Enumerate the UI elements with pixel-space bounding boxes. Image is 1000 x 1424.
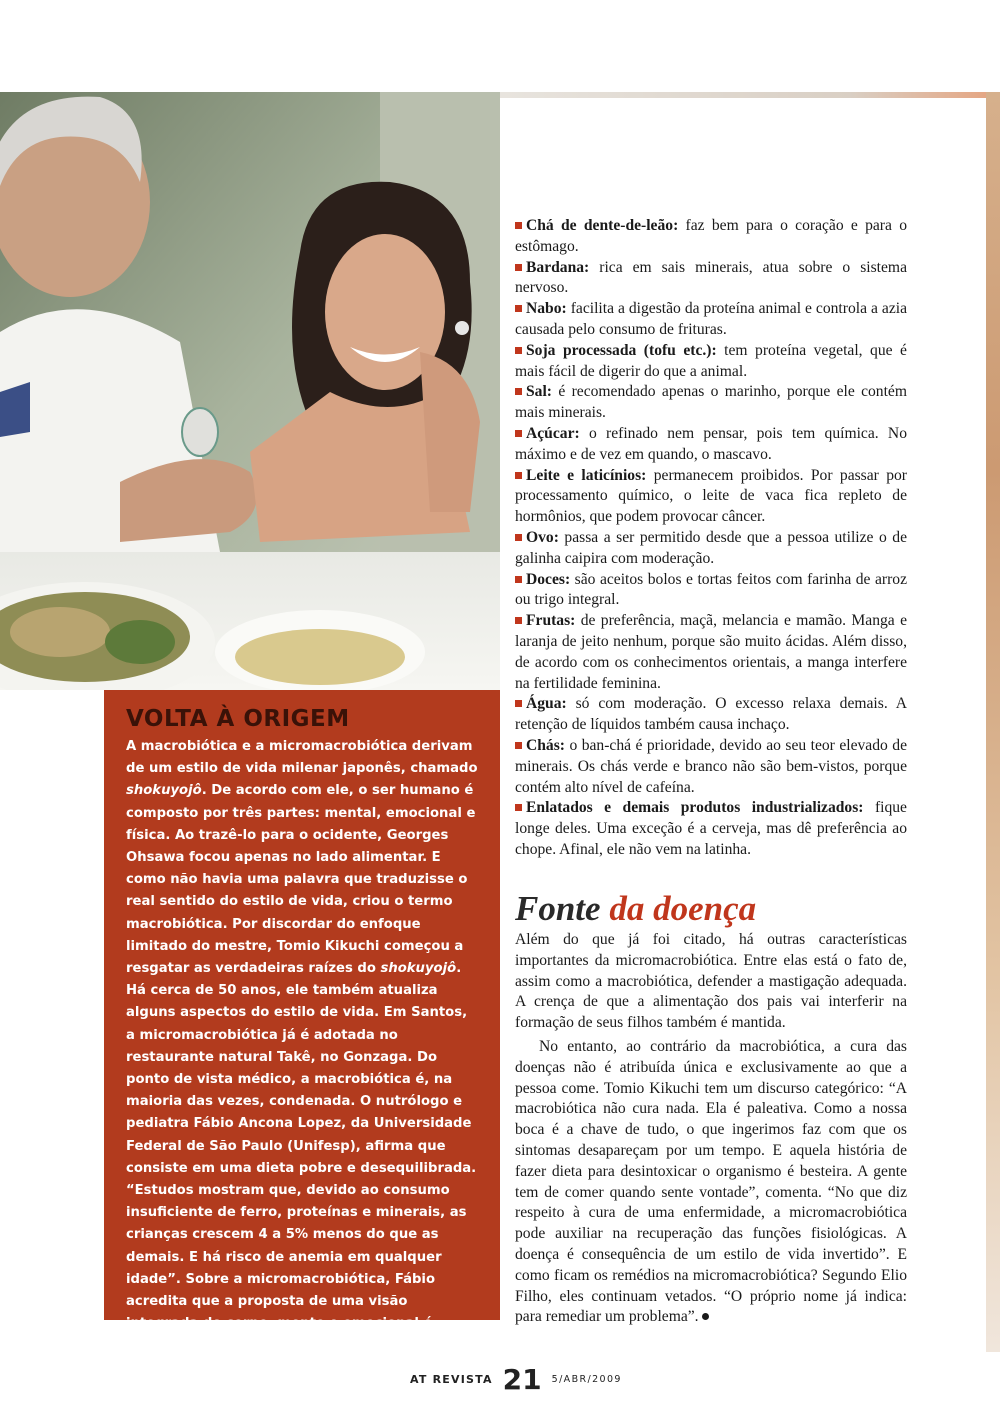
list-item [515, 382, 907, 424]
item-text: o refinado nem pensar, pois tem química. No máximo e de vez em quando, o mascavo. [515, 424, 907, 463]
list-item [515, 798, 907, 860]
article-body [515, 930, 907, 1328]
item-term: Soja processada (tofu etc.): [526, 341, 717, 359]
paragraph [515, 1037, 907, 1328]
list-item [515, 528, 907, 570]
item-term: Bardana: [526, 258, 590, 276]
bullet-icon [515, 264, 522, 271]
item-term: Ovo: [526, 528, 559, 546]
item-term: Açúcar: [526, 424, 580, 442]
list-item [515, 736, 907, 798]
heading-part-2: da doença [600, 889, 757, 928]
bullet-icon [515, 305, 522, 312]
paragraph-text: No entanto, ao contrário da macrobiótica, a cura das doenças não é atribuída única e exclusivamente ao que a pessoa come. Tomio Kikuchi tem um discurso categórico: “A macrobiótica não cura nada. Ela é paleativa. Como a nossa boca é a chave de tudo, o que ingerimos faz com que os sintomas desapareçam por um tempo. E aquela história de fazer dieta para desintoxicar o organismo é besteira. A gente tem de comer quando sente vontade”, comenta. “No que diz respeito à cura de uma enfermidade, a micromacrobiótica pode auxiliar na recuperação das funções fisiológicas. A doença é consequência de um estilo de vida invertido”. E como ficam os remédios na micromacrobiótica? Segundo Elio Filho, eles continuam vetados. “O próprio nome já indica: para remediar um problema”. [515, 1037, 907, 1326]
bullet-icon [515, 700, 522, 707]
item-term: Sal: [526, 383, 552, 401]
bullet-icon [515, 534, 522, 541]
end-mark-icon [702, 1313, 709, 1320]
item-text: permanecem proibidos. Por passar por processamento químico, o leite de vaca fica repleto de hormônios, que podem provocar câncer. [515, 466, 908, 526]
bullet-icon [515, 617, 522, 624]
item-text: só com moderação. O excesso relaxa demais. A retenção de líquidos também causa inchaço. [515, 695, 907, 734]
cover-photo [0, 92, 500, 690]
sidebar-text-run: A macrobiótica e a micromacrobiótica derivam de um estilo de vida milenar japonês, chamado [126, 739, 478, 777]
list-item [515, 611, 907, 694]
item-term: Chás: [526, 736, 565, 754]
item-text: é recomendado apenas o marinho, porque ele contém mais minerais. [515, 383, 907, 422]
item-text: tem proteína vegetal, que é mais fácil de digerir do que a animal. [515, 341, 907, 380]
heading-part-1: Fonte [515, 889, 601, 928]
food-list [515, 216, 907, 861]
item-text: o ban-chá é prioridade, devido ao seu teor elevado de minerais. Os chás verde e branco não são bem-vistos, porque contém alto nível de cafeína. [515, 736, 907, 796]
issue-date: 5/ABR/2009 [551, 1373, 622, 1385]
item-term: Doces: [526, 570, 571, 588]
paragraph: Além do que já foi citado, há outras características importantes da micromacrobiótica. Entre elas está o fato de, assim como a macrobiótica, defender a mastigação adequada. A crença de que a alimentação dos pais vai interferir na formação de seus filhos também é mantida. [515, 931, 907, 1032]
item-text: são aceitos bolos e tortas feitos com farinha de arroz ou trigo integral. [515, 570, 907, 609]
bullet-icon [515, 347, 522, 354]
sidebar-text-italic: shokuyojô [380, 961, 457, 977]
list-item [515, 466, 907, 528]
item-text: faz bem para o coração e para o estômago. [515, 217, 907, 255]
list-item [515, 216, 907, 258]
list-item [515, 694, 907, 736]
list-item [515, 570, 907, 612]
bullet-icon [515, 576, 522, 583]
item-text: fique longe deles. Uma exceção é a cerveja, mas dê preferência ao chope. Afinal, ele não vem na latinha. [515, 799, 907, 858]
page-number: 21 [502, 1362, 542, 1396]
item-text: rica em sais minerais, atua sobre o sistema nervoso. [515, 258, 907, 297]
section-heading [515, 889, 756, 929]
page-footer [410, 1364, 622, 1394]
item-text: de preferência, maçã, melancia e mamão. Manga e laranja de jeito nenhum, porque são muito ácidas. Além disso, de acordo com os conhecimentos orientais, a manga interfere na fertilidade feminina. [515, 612, 907, 692]
list-item [515, 258, 907, 300]
list-item [515, 299, 907, 341]
publication-name: AT REVISTA [410, 1372, 493, 1386]
item-text: passa a ser permitido desde que a pessoa utilize o de galinha caipira com moderação. [515, 528, 907, 567]
item-term: Enlatados e demais produtos industrializados: [526, 799, 864, 817]
bullet-icon [515, 222, 522, 229]
item-term: Chá de dente-de-leão: [526, 217, 679, 234]
bullet-icon [515, 472, 522, 479]
item-term: Leite e laticínios: [526, 466, 647, 484]
page-edge-top [500, 92, 1000, 98]
item-term: Nabo: [526, 300, 567, 318]
list-item [515, 341, 907, 383]
sidebar-title: VOLTA À ORIGEM [126, 706, 350, 732]
sidebar-text [126, 736, 478, 1424]
bullet-icon [515, 804, 522, 811]
sidebar-text-italic: shokuyojô [126, 783, 202, 799]
bullet-icon [515, 388, 522, 395]
sidebar-text-run: . De acordo com ele, o ser humano é composto por três partes: mental, emocional e física. Ao trazê-lo para o ocidente, Georges Ohsawa focou apenas no lado alimentar. E como não havia uma palavra que traduzisse o real sentido do estilo de vida, criou o termo macrobiótica. Por discordar do enfoque limitado do mestre, Tomio Kikuchi começou a resgatar as verdadeiras raízes do [126, 783, 476, 977]
bullet-icon [515, 742, 522, 749]
item-term: Água: [526, 695, 567, 713]
bullet-icon [515, 430, 522, 437]
photo-illustration [0, 92, 500, 690]
item-text: facilita a digestão da proteína animal e controla a azia causada pelo consumo de frituras. [515, 300, 907, 338]
page-edge-right [986, 92, 1000, 1352]
item-term: Frutas: [526, 612, 576, 630]
list-item [515, 424, 907, 466]
sidebar-text-run: . Há cerca de 50 anos, ele também atualiza alguns aspectos do estilo de vida. Em Santos, a micromacrobiótica já é adotada no restaurante natural Takê, no Gonzaga. Do ponto de vista médico, a macrobiótica é, na maioria das vezes, condenada. O nutrólogo e pediatra Fábio Ancona Lopez, da Universidade Federal de São Paulo (Unifesp), afirma que consiste em uma dieta pobre e desequilibrada. “Estudos mostram que, devido ao consumo insuficiente de ferro, proteínas e minerais, as crianças crescem 4 a 5% menos do que as demais. E há risco de anemia em qualquer idade”. Sobre a micromacrobiótica, Fábio acredita que a proposta de uma visão integrada do corpo, mente e emocional é positiva. Mas, mesmo assim, é preciso ficar de olho na questão nutricional. “Uma dieta balanceada tem 50% de carboidratos e o resto de proteínas e gorduras”. [126, 961, 477, 1421]
